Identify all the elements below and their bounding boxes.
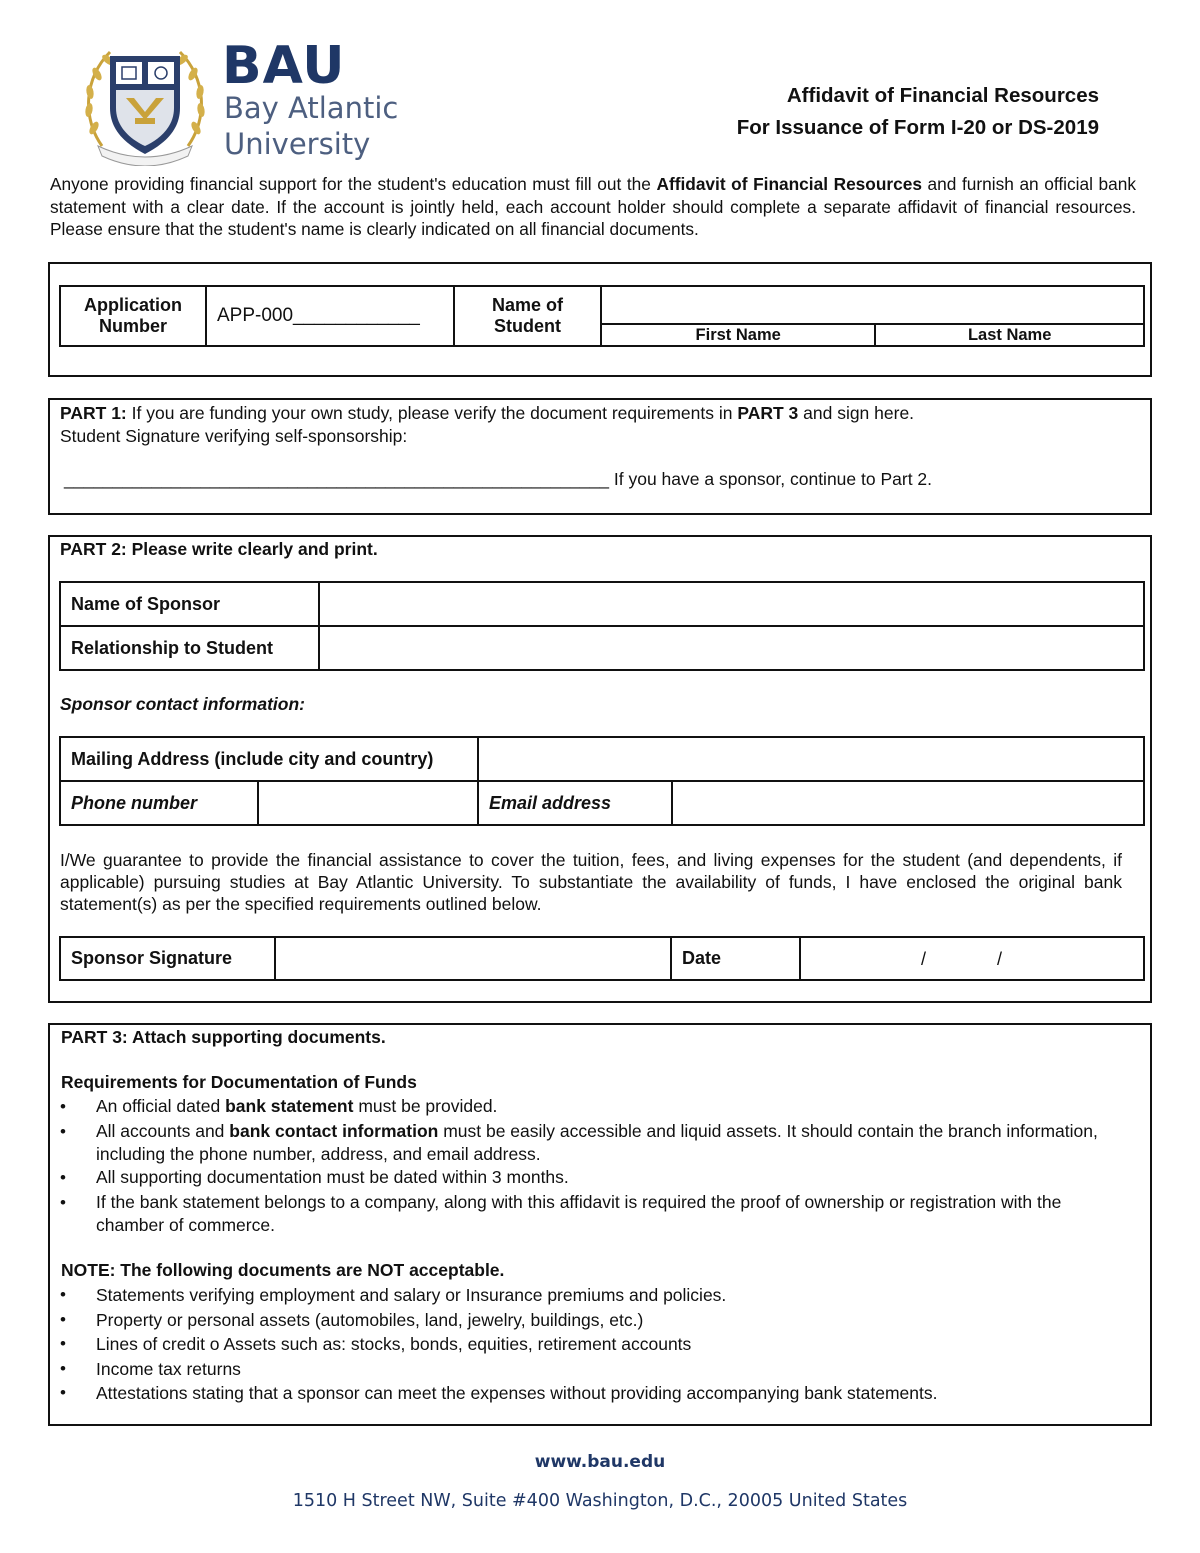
mailing-address-label: Mailing Address (include city and country) [60,737,478,781]
date-separator: / [997,949,1003,969]
sponsor-name-field[interactable] [319,582,1144,626]
contact-table [59,736,1145,826]
student-name-field[interactable] [601,286,1144,324]
university-seal-logo [80,38,210,166]
student-signature-line[interactable]: ________________________________________________________ [64,469,610,489]
sponsor-signature-label: Sponsor Signature [60,937,275,980]
list-item: • All accounts and bank contact information must be easily accessible and liquid assets. It should contain the branch information, including the phone number, address, and email address. [50,1120,1126,1166]
brand-name-line2: University [224,127,371,161]
date-label: Date [671,937,800,980]
brand-name-line1: Bay Atlantic [224,91,399,125]
part1-instruction: PART 1: If you are funding your own study, please verify the document requirements in PART 3 and sign here. [60,403,915,423]
note-heading: NOTE: The following documents are NOT acceptable. [61,1260,505,1280]
part2-heading: PART 2: Please write clearly and print. [60,539,378,559]
list-item: • Lines of credit o Assets such as: stocks, bonds, equities, retirement accounts [50,1332,1126,1357]
relationship-label: Relationship to Student [60,626,319,670]
email-label: Email address [478,781,672,825]
relationship-field[interactable] [319,626,1144,670]
guarantee-paragraph: I/We guarantee to provide the financial assistance to cover the tuition, fees, and living expenses for the student (and dependents, if applicable) pursuing studies at Bay Atlantic University. To substantiate the availability of funds, I have enclosed the original bank statement(s) as per the specified requirements outlined below. [60,850,1122,914]
not-acceptable-list [50,1283,1126,1406]
list-item: • Statements verifying employment and salary or Insurance premiums and policies. [50,1283,1126,1308]
student-name-label: Name of Student [454,286,601,346]
footer-website-link[interactable]: www.bau.edu [534,1452,666,1472]
phone-label: Phone number [60,781,258,825]
footer-address: 1510 H Street NW, Suite #400 Washington, D.C., 20005 United States [292,1491,908,1511]
brand-acronym: BAU [222,36,346,96]
list-item: • Property or personal assets (automobiles, land, jewelry, buildings, etc.) [50,1308,1126,1333]
email-field[interactable] [672,781,1144,825]
part1-signature-row: ________________________________________________________ If you have a sponsor, continue to Part 2. [64,469,933,489]
date-field[interactable] [800,937,1144,980]
application-number-field[interactable]: APP-000____________ [206,286,454,346]
sponsor-name-label: Name of Sponsor [60,582,319,626]
requirements-list [50,1095,1126,1237]
list-item: • All supporting documentation must be dated within 3 months. [50,1166,1126,1189]
date-separator: / [921,949,927,969]
part3-heading: PART 3: Attach supporting documents. [61,1027,386,1047]
list-item: • Income tax returns [50,1357,1126,1382]
list-item: • An official dated bank statement must be provided. [50,1095,1126,1118]
list-item: • If the bank statement belongs to a company, along with this affidavit is required the proof of ownership or registration with the chamber of commerce. [50,1191,1126,1237]
mailing-address-field[interactable] [478,737,1144,781]
part1-signature-caption: Student Signature verifying self-sponsorship: [60,426,408,446]
application-number-label: Application Number [60,286,206,346]
last-name-caption: Last Name [875,324,1144,346]
sponsor-contact-heading: Sponsor contact information: [60,694,305,714]
list-item: • Attestations stating that a sponsor can meet the expenses without providing accompanying bank statements. [50,1381,1126,1406]
sponsor-signature-table [59,936,1145,981]
requirements-heading: Requirements for Documentation of Funds [61,1072,417,1092]
form-title: Affidavit of Financial Resources [786,84,1099,107]
sponsor-table [59,581,1145,671]
student-info-table [59,285,1145,347]
phone-field[interactable] [258,781,478,825]
sponsor-signature-field[interactable] [275,937,671,980]
intro-paragraph: Anyone providing financial support for the student's education must fill out the Affidavit of Financial Resources and furnish an official bank statement with a clear date. If the account is jointly held, each account holder should complete a separate affidavit of financial resources. Please ensure that the student's name is clearly indicated on all financial documents. [50,174,1136,239]
first-name-caption: First Name [601,324,875,346]
form-subtitle: For Issuance of Form I-20 or DS-2019 [736,116,1099,139]
